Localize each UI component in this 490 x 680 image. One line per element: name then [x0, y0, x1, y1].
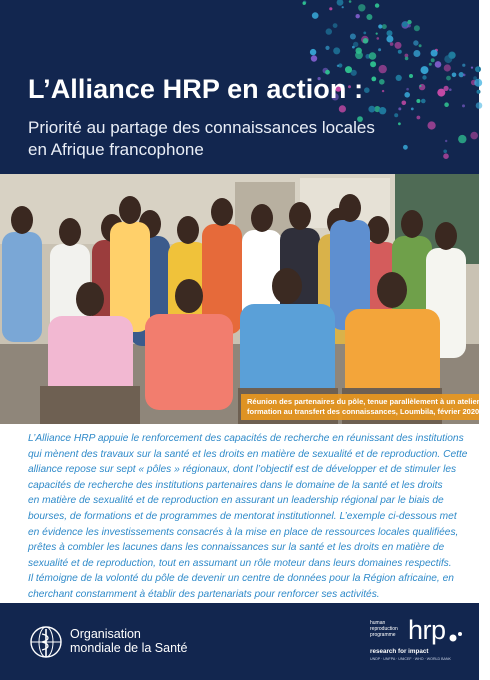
decorative-dot [431, 58, 435, 62]
decorative-dot [398, 107, 401, 110]
decorative-dot [337, 65, 339, 67]
decorative-dot [390, 42, 394, 46]
decorative-dot [395, 42, 402, 49]
decorative-dot [448, 52, 455, 59]
decorative-dot [364, 87, 370, 93]
decorative-dot [303, 2, 306, 5]
header-banner [0, 0, 479, 174]
decorative-dot [377, 37, 380, 40]
hrp-sponsors: UNDP · UNFPA · UNICEF · WHO · WORLD BANK [370, 657, 451, 661]
decorative-dot [414, 25, 420, 31]
subtitle-line: en Afrique francophone [28, 140, 204, 159]
decorative-dot [444, 102, 449, 107]
hrp-small-line: reproduction [370, 625, 398, 632]
who-name [70, 627, 187, 655]
decorative-dot [475, 66, 481, 72]
decorative-dot [368, 106, 375, 113]
decorative-dot [350, 34, 356, 40]
decorative-dot [477, 90, 481, 94]
person-head [11, 206, 33, 234]
decorative-dot [363, 38, 369, 44]
decorative-dot [325, 46, 329, 50]
decorative-dot [409, 74, 413, 78]
decorative-dot [443, 153, 449, 159]
photo-caption [241, 394, 490, 420]
decorative-dot [356, 48, 362, 54]
hrp-dots-icon [449, 631, 463, 643]
paragraph-line: cherchant constamment à établir des partenariats pour renforcer ses activités. [28, 588, 380, 600]
decorative-dot [379, 107, 386, 114]
decorative-dot [462, 104, 465, 107]
who-name-line: mondiale de la Santé [70, 641, 188, 655]
decorative-dot [406, 88, 409, 91]
decorative-dot [311, 55, 317, 61]
decorative-dot [370, 61, 376, 67]
decorative-dot [407, 20, 411, 24]
hrp-program-name [370, 621, 398, 638]
paragraph-line: Il témoigne de la volonté du pôle de devenir un centre de données pour la Région africaine, en [28, 573, 454, 585]
decorative-dot [394, 113, 398, 117]
decorative-dot [398, 122, 401, 125]
person-head [119, 196, 141, 224]
decorative-dot [396, 75, 402, 81]
decorative-dot [379, 79, 385, 85]
decorative-dot [428, 121, 436, 129]
decorative-dot [422, 75, 426, 79]
decorative-dot [444, 64, 451, 71]
decorative-dot [470, 132, 478, 140]
decorative-dot [310, 49, 316, 55]
paragraph-line: en matière de sexualité et de reproduction en assurant un leadership régional par le biais de [28, 495, 444, 507]
decorative-dot [446, 76, 451, 81]
photo-credit: OMS/BSS [3, 505, 9, 530]
paragraph-line: capacités de recherche des institutions partenaires dans le domaine de la santé et les droits [28, 479, 443, 491]
decorative-dot [342, 6, 344, 8]
page-title: L’Alliance HRP en action : [28, 74, 364, 104]
decorative-dot [417, 116, 421, 120]
person-head [177, 216, 199, 244]
decorative-dot [387, 30, 393, 36]
decorative-dot [349, 0, 352, 3]
decorative-dot [411, 108, 414, 111]
person-head [435, 222, 457, 250]
decorative-dot [376, 33, 378, 35]
page-subtitle [28, 117, 375, 161]
decorative-dot [443, 150, 447, 154]
person-head [367, 216, 389, 244]
decorative-dot [431, 50, 438, 57]
decorative-dot [366, 14, 372, 20]
decorative-dot [429, 63, 432, 66]
decorative-dot [471, 67, 473, 69]
who-name-line: Organisation [70, 627, 141, 641]
person-figure [110, 222, 150, 332]
decorative-dot [326, 28, 332, 34]
decorative-dot [402, 101, 407, 106]
person-head [339, 194, 361, 222]
hrp-small-line: programme [370, 631, 396, 638]
group-photo-illustration [0, 174, 490, 424]
person-head [401, 210, 423, 238]
decorative-dot [421, 99, 426, 104]
decorative-dot [419, 44, 422, 47]
paragraph-line: sexualité et de reproduction, tout en assumant un rôle moteur dans leurs domaines respectifs. [28, 557, 452, 569]
decorative-dot [382, 24, 387, 29]
paragraph-line: alliance repose sur sept « pôles » régionaux, dont l’objectif est de développer et de stimuler les [28, 464, 457, 476]
person-head [289, 202, 311, 230]
decorative-dot [312, 12, 319, 19]
intro-paragraph [28, 431, 468, 603]
decorative-dot [421, 66, 429, 74]
decorative-dot [452, 73, 457, 78]
person-head [211, 198, 233, 226]
decorative-dot [363, 32, 366, 35]
person-head [251, 204, 273, 232]
caption-line: formation au transfert des connaissances, Loumbila, février 2020 [247, 407, 480, 416]
hrp-small-line: human [370, 620, 386, 626]
person-figure [2, 232, 42, 342]
decorative-dot [333, 47, 340, 54]
decorative-dot [358, 4, 365, 11]
decorative-dot [382, 90, 384, 92]
decorative-dot [449, 88, 452, 91]
decorative-dot [386, 36, 393, 43]
decorative-dot [462, 64, 465, 67]
decorative-dot [378, 48, 381, 51]
paragraph-line: qui mènent des travaux sur la santé et les droits en matière de sexualité et de reproduction. Cette [28, 448, 468, 460]
decorative-dot [404, 92, 410, 98]
paragraph-line: en évidence les investissements consacrés à la mise en place de ressources locales qualifiées, [28, 526, 459, 538]
subtitle-line: Priorité au partage des connaissances locales [28, 118, 375, 137]
decorative-dot [463, 74, 466, 77]
decorative-dot [476, 102, 483, 109]
footer [0, 603, 479, 680]
decorative-dot [337, 0, 344, 6]
decorative-dot [371, 77, 376, 82]
decorative-dot [356, 14, 360, 18]
decorative-dot [416, 99, 420, 103]
decorative-dot [445, 140, 447, 142]
paragraph-line: prêtes à combler les lacunes dans les connaissances sur la santé et les droits en matière de [28, 542, 445, 554]
decorative-dot [444, 86, 449, 91]
decorative-dot [403, 145, 408, 150]
decorative-dot [419, 85, 421, 87]
decorative-dot [419, 84, 425, 90]
decorative-dot [398, 50, 402, 54]
decorative-dot [369, 52, 377, 60]
decorative-dot [345, 66, 352, 73]
decorative-dot [474, 79, 482, 87]
decorative-dot [413, 50, 420, 57]
decorative-dot [339, 105, 346, 112]
decorative-dot [333, 23, 338, 28]
decorative-dot [413, 40, 418, 45]
who-emblem-icon [28, 624, 64, 660]
decorative-dot [458, 135, 466, 143]
caption-line: Réunion des partenaires du pôle, tenue parallèlement à un atelier de [247, 397, 490, 406]
paragraph-line: bourses, de formations et de programmes de mentorat institutionnel. L’exemple ci-dessous met [28, 510, 457, 522]
decorative-dot [405, 57, 409, 61]
paragraph-line: L’Alliance HRP appuie le renforcement des capacités de recherche en réunissant des institutions [28, 433, 464, 444]
decorative-dot [375, 3, 379, 7]
decorative-dot [402, 21, 408, 27]
decorative-dot [329, 7, 332, 10]
decorative-dot [379, 65, 387, 73]
decorative-dot [378, 24, 382, 28]
decorative-dot [435, 61, 442, 68]
hrp-logo: hrp [408, 615, 446, 645]
hrp-tagline: research for impact [370, 648, 429, 655]
person-head [59, 218, 81, 246]
decorative-dot [353, 42, 358, 47]
